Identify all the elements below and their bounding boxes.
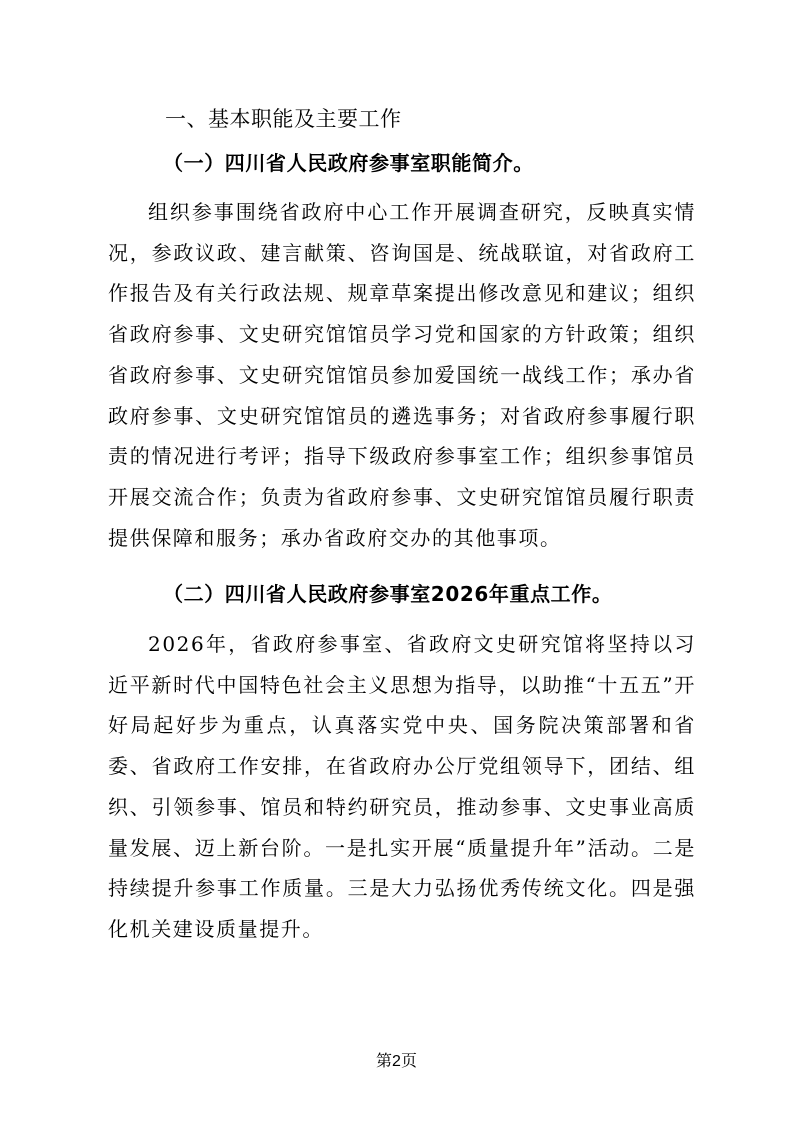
section-heading: 一、基本职能及主要工作 bbox=[165, 107, 402, 131]
subsection-heading-key-work: （二）四川省人民政府参事室2026年重点工作。 bbox=[163, 582, 613, 606]
page-number: 第2页 bbox=[376, 1053, 417, 1070]
paragraph-functions: 组织参事围绕省政府中心工作开展调查研究，反映真实情况，参政议政、建言献策、咨询国是、统战联谊，对省政府工作报告及有关行政法规、规章草案提出修改意见和建议；组织省政府参事、文史研究馆馆员学习党和国家的方针政策；组织省政府参事、文史研究馆馆员参加爱国统一战线工作；承办省政府参事、文史研究馆馆员的遴选事务；对省政府参事履行职责的情况进行考评；指导下级政府参事室工作；组织参事馆员开展交流合作；负责为省政府参事、文史研究馆馆员履行职责提供保障和服务；承办省政府交办的其他事项。 bbox=[108, 200, 696, 550]
subsection-heading-functions: （一）四川省人民政府参事室职能简介。 bbox=[163, 151, 534, 175]
paragraph-key-work: 2026年，省政府参事室、省政府文史研究馆将坚持以习近平新时代中国特色社会主义思想为指导，以助推“十五五”开好局起好步为重点，认真落实党中央、国务院决策部署和省委、省政府工作安排，在省政府办公厅党组领导下，团结、组织、引领参事、馆员和特约研究员，推动参事、文史事业高质量发展、迈上新台阶。一是扎实开展“质量提升年”活动。二是持续提升参事工作质量。三是大力弘扬优秀传统文化。四是强化机关建设质量提升。 bbox=[108, 632, 696, 941]
